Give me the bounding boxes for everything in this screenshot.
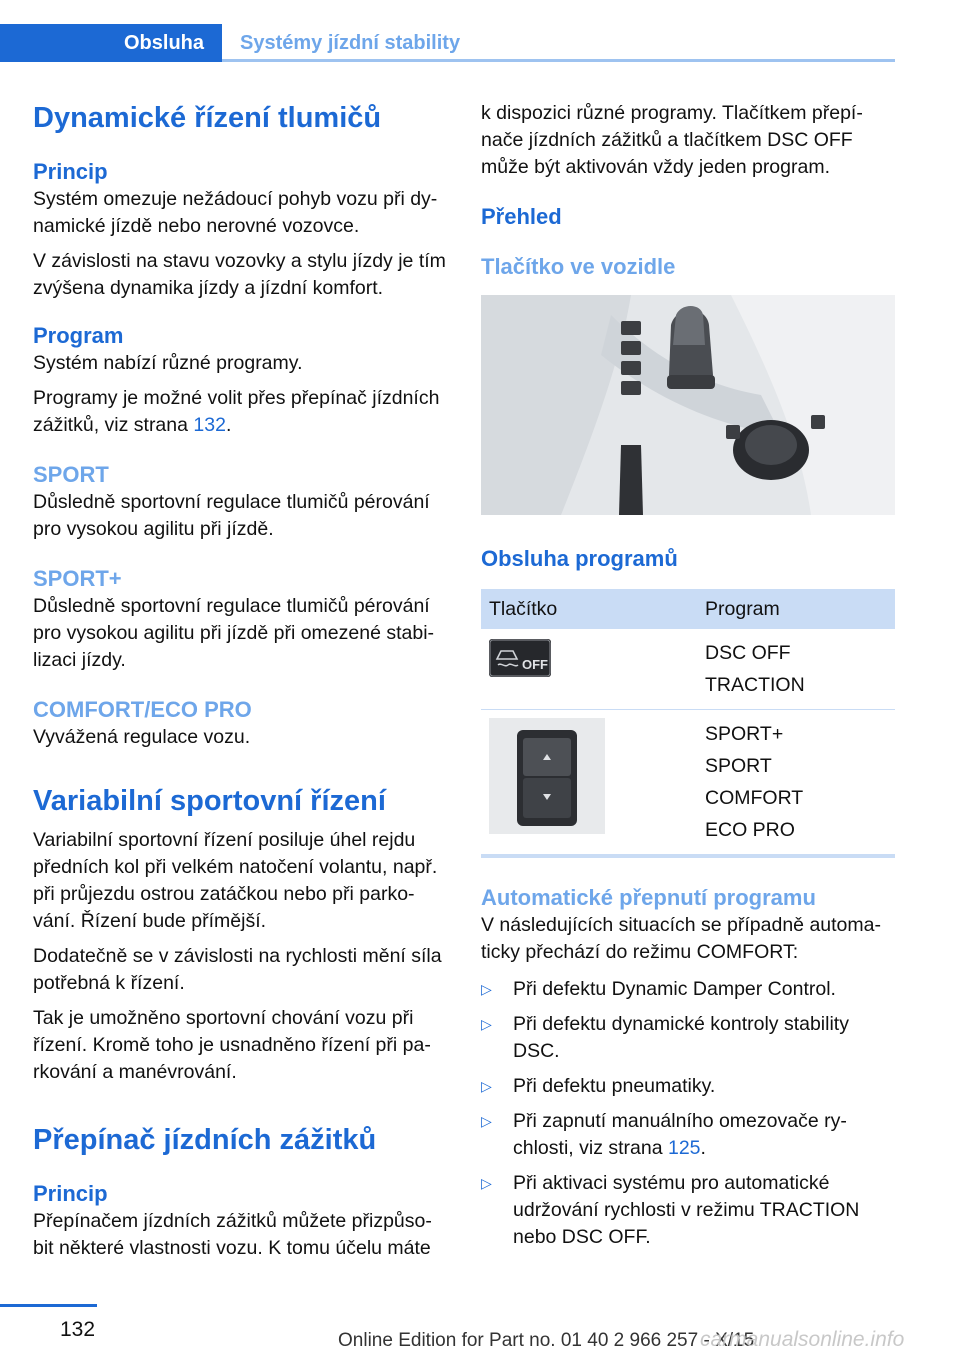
paragraph: Tak je umožněno sportovní chování vozu při řízení. Kromě toho je usnadněno řízení při pa‐rkování a manévrování. bbox=[33, 1007, 431, 1083]
page-link[interactable]: 125 bbox=[667, 1137, 701, 1159]
paragraph: V závislosti na stavu vozovky a stylu jízdy je tím zvýšena dynamika jízdy a jízdní komfort. bbox=[33, 250, 446, 299]
paragraph: Dodatečně se v závislosti na rychlosti mění síla potřebná k řízení. bbox=[33, 945, 442, 994]
heading-princip: Princip bbox=[33, 1181, 108, 1206]
interior-photo bbox=[481, 295, 895, 515]
section-tab: Obsluha bbox=[0, 24, 222, 62]
table-row bbox=[481, 710, 895, 857]
program-table bbox=[481, 589, 895, 858]
table-row bbox=[481, 629, 895, 710]
heading-dynamic-damper: Dynamické řízení tlumičů bbox=[33, 102, 382, 134]
list-item-text: Při zapnutí manuálního omezovače ry‐chlosti, viz strana bbox=[513, 1110, 847, 1159]
paragraph: k dispozici různé programy. Tlačítkem přepí‐nače jízdních zážitků a tlačítkem DSC OFF může být aktivován vždy jeden program. bbox=[481, 102, 863, 178]
list-item bbox=[481, 1108, 895, 1162]
header-rule bbox=[222, 59, 895, 62]
paragraph: Důsledně sportovní regulace tlumičů pérování pro vysokou agilitu při jízdě. bbox=[33, 491, 430, 540]
off-label: OFF bbox=[522, 657, 548, 672]
triangle-bullet-icon: ▷ bbox=[481, 981, 492, 997]
heading-sport: SPORT bbox=[33, 462, 109, 487]
heading-driving-switch: Přepínač jízdních zážitků bbox=[33, 1124, 377, 1156]
heading-program-control: Obsluha programů bbox=[481, 546, 678, 571]
table-header-program: Program bbox=[697, 589, 895, 629]
paragraph: Variabilní sportovní řízení posiluje úhel rejdu předních kol při velkém natočení volantu, např. při průjezdu ostrou zatáčkou nebo při parko‐vání. Řízení bude přímější. bbox=[33, 829, 438, 932]
heading-button-in-car: Tlačítko ve vozidle bbox=[481, 254, 676, 279]
table-cell-button bbox=[481, 710, 697, 857]
paragraph: Vyvážená regulace vozu. bbox=[33, 726, 251, 748]
list-item bbox=[481, 976, 895, 1003]
program-name: SPORT+ bbox=[705, 723, 784, 745]
table-cell-program bbox=[697, 629, 895, 710]
program-name: ECO PRO bbox=[705, 819, 795, 841]
heading-variable-steering: Variabilní sportovní řízení bbox=[33, 785, 386, 817]
heading-prehled: Přehled bbox=[481, 204, 562, 229]
page-link[interactable]: 132 bbox=[193, 414, 226, 436]
table-cell-program bbox=[697, 710, 895, 857]
table-header-row bbox=[481, 589, 895, 629]
program-name: DSC OFF bbox=[705, 642, 791, 664]
program-name: SPORT bbox=[705, 755, 772, 777]
list-item bbox=[481, 1073, 895, 1100]
paragraph: Důsledně sportovní regulace tlumičů pérování pro vysokou agilitu při jízdě při omezené stabi‐lizaci jízdy. bbox=[33, 595, 435, 671]
triangle-bullet-icon: ▷ bbox=[481, 1078, 492, 1094]
list-item-text: Při aktivaci systému pro automatické udržování rychlosti v režimu TRACTION nebo DSC OFF. bbox=[513, 1172, 860, 1248]
page-header bbox=[0, 24, 895, 62]
paragraph: Systém nabízí různé programy. bbox=[33, 352, 303, 374]
paragraph-text: . bbox=[225, 414, 232, 436]
bullet-list bbox=[481, 976, 895, 1251]
paragraph: Systém omezuje nežádoucí pohyb vozu při dy‐namické jízdě nebo nerovné vozovce. bbox=[33, 188, 438, 237]
list-item-text: Při defektu pneumatiky. bbox=[513, 1075, 716, 1097]
page-number: 132 bbox=[60, 1318, 96, 1341]
list-item bbox=[481, 1011, 895, 1065]
paragraph bbox=[33, 385, 447, 439]
heading-program: Program bbox=[33, 323, 124, 348]
heading-auto-switch: Automatické přepnutí programu bbox=[481, 885, 816, 910]
paragraph-text: Programy je možné volit přes přepínač jízdních zážitků, viz strana bbox=[33, 387, 440, 436]
list-item-text: . bbox=[700, 1137, 706, 1159]
list-item-text: Při defektu Dynamic Damper Control. bbox=[513, 978, 836, 1000]
table-cell-button bbox=[481, 629, 697, 710]
rocker-switch-illustration bbox=[489, 718, 605, 834]
heading-sport-plus: SPORT+ bbox=[33, 566, 122, 591]
center-console-illustration bbox=[481, 295, 895, 515]
heading-princip: Princip bbox=[33, 159, 108, 184]
heading-comfort-eco: COMFORT/ECO PRO bbox=[33, 697, 252, 722]
program-name: TRACTION bbox=[705, 674, 805, 696]
left-column bbox=[33, 100, 447, 1262]
watermark: carmanualsonline.info bbox=[700, 1328, 905, 1351]
paragraph: Přepínačem jízdních zážitků můžete přizpůso‐bit některé vlastnosti vozu. K tomu účelu máte bbox=[33, 1210, 432, 1259]
list-item-text: Při defektu dynamické kontroly stability DSC. bbox=[513, 1013, 849, 1062]
edition-text: Online Edition for Part no. 01 40 2 966 257 - X/15 bbox=[338, 1330, 755, 1351]
triangle-bullet-icon: ▷ bbox=[481, 1113, 492, 1129]
triangle-bullet-icon: ▷ bbox=[481, 1175, 492, 1191]
page-number-rule bbox=[0, 1304, 97, 1307]
dsc-off-button-icon bbox=[489, 639, 551, 677]
list-item bbox=[481, 1170, 895, 1251]
table-header-button: Tlačítko bbox=[481, 589, 697, 629]
triangle-bullet-icon: ▷ bbox=[481, 1016, 492, 1032]
paragraph: V následujících situacích se případně automa‐ticky přechází do režimu COMFORT: bbox=[481, 914, 881, 963]
chapter-title: Systémy jízdní stability bbox=[240, 32, 461, 54]
program-name: COMFORT bbox=[705, 787, 804, 809]
right-column bbox=[481, 100, 895, 1259]
